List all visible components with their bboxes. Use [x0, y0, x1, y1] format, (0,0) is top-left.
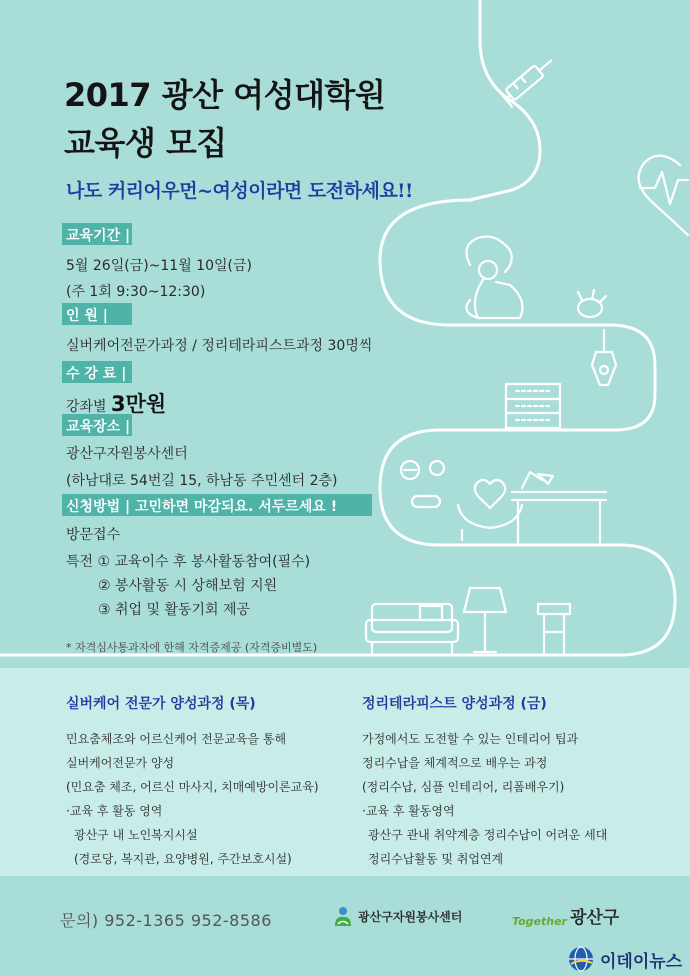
- pills-icon: [401, 461, 444, 507]
- sewing-mannequin-icon: [592, 330, 616, 385]
- certificate-note: * 자격심사통과자에 한해 자격증제공 (자격증비별도): [66, 641, 318, 654]
- floor-lamp-icon: [464, 588, 506, 652]
- course-line: (민요춤 체조, 어르신 마사지, 치매예방이론교육): [66, 780, 319, 794]
- course-line: 정리수납활동 및 취업연계: [368, 852, 504, 866]
- benefit-1: 특전 ① 교육이수 후 봉사활동참여(필수): [66, 554, 311, 570]
- page-title-line-2: 교육생 모집: [64, 124, 227, 162]
- apply-value: 방문접수: [66, 527, 121, 543]
- course-line: (정리수납, 심플 인테리어, 리폼배우기): [362, 780, 565, 794]
- heart-hands-icon: [458, 480, 522, 540]
- benefit-3: ③ 취업 및 활동기회 제공: [98, 602, 251, 618]
- people-value: 실버케어전문가과정 / 정리테라피스트과정 30명씩: [66, 338, 373, 354]
- contact-info: 문의) 952-1365 952-8586: [60, 911, 272, 930]
- course-line: 정리수납을 체계적으로 배우는 과정: [362, 756, 548, 770]
- course-title: 실버케어 전문가 양성과정 (목): [66, 696, 256, 712]
- course-line: 가정에서도 도전할 수 있는 인테리어 팁과: [362, 732, 579, 746]
- fee-amount: 3만원: [111, 392, 167, 416]
- label-fee: 수 강 료 |: [66, 366, 127, 382]
- label-apply: 신청방법 | 고민하면 마감되요. 서두르세요 !: [66, 499, 338, 515]
- course-line: 광산구 내 노인복지시설: [74, 828, 198, 842]
- course-line: (경로당, 복지관, 요양병원, 주간보호시설): [74, 852, 292, 866]
- place-address: (하남대로 54번길 15, 하남동 주민센터 2층): [66, 473, 338, 489]
- together-logo-text: Together: [512, 915, 567, 928]
- page-title-line-1: 2017 광산 여성대학원: [64, 76, 386, 114]
- globe-icon: [568, 946, 594, 972]
- gwangsan-name: 광산구: [569, 908, 620, 928]
- sofa-icon: [366, 604, 458, 654]
- drawer-cabinet-icon: [506, 384, 560, 428]
- course-title: 정리테라피스트 양성과정 (금): [362, 696, 547, 712]
- yoga-woman-icon: [466, 237, 522, 319]
- fee-value: [66, 388, 166, 418]
- course-line: ·교육 후 활동영역: [362, 804, 455, 818]
- gwangsan-logo: [512, 903, 619, 928]
- desk-lamp-icon: [522, 472, 553, 488]
- course-organizing-therapist: [362, 693, 682, 871]
- stool-icon: [538, 604, 570, 654]
- news-watermark: [568, 946, 682, 972]
- volunteer-center-logo-icon: [332, 904, 354, 928]
- course-line: 실버케어전문가 양성: [66, 756, 175, 770]
- benefit-2: ② 봉사활동 시 상해보험 지원: [98, 578, 278, 594]
- label-place: 교육장소 |: [66, 419, 131, 435]
- desk-icon: [512, 492, 606, 545]
- course-line: 광산구 관내 취약계층 정리수납이 어려운 세대: [368, 828, 608, 842]
- heartbeat-icon: [639, 156, 688, 235]
- course-silver-care: [66, 693, 356, 871]
- news-name: 이데이뉴스: [600, 951, 683, 972]
- label-period: 교육기간 |: [66, 228, 131, 244]
- period-date: 5월 26일(금)~11월 10일(금): [66, 258, 252, 274]
- place-name: 광산구자원봉사센터: [66, 446, 188, 462]
- volunteer-center-logo: [332, 904, 462, 928]
- volunteer-center-name: 광산구자원봉사센터: [358, 909, 463, 924]
- fee-prefix: 강좌별: [66, 399, 107, 415]
- period-time: (주 1회 9:30~12:30): [66, 284, 206, 300]
- course-line: 민요춤체조와 어르신케어 전문교육을 통해: [66, 732, 287, 746]
- label-people: 인 원 |: [66, 308, 108, 324]
- page-subtitle: 나도 커리어우먼~여성이라면 도전하세요!!: [66, 180, 413, 202]
- pincushion-icon: [578, 290, 606, 317]
- course-line: ·교육 후 활동 영역: [66, 804, 163, 818]
